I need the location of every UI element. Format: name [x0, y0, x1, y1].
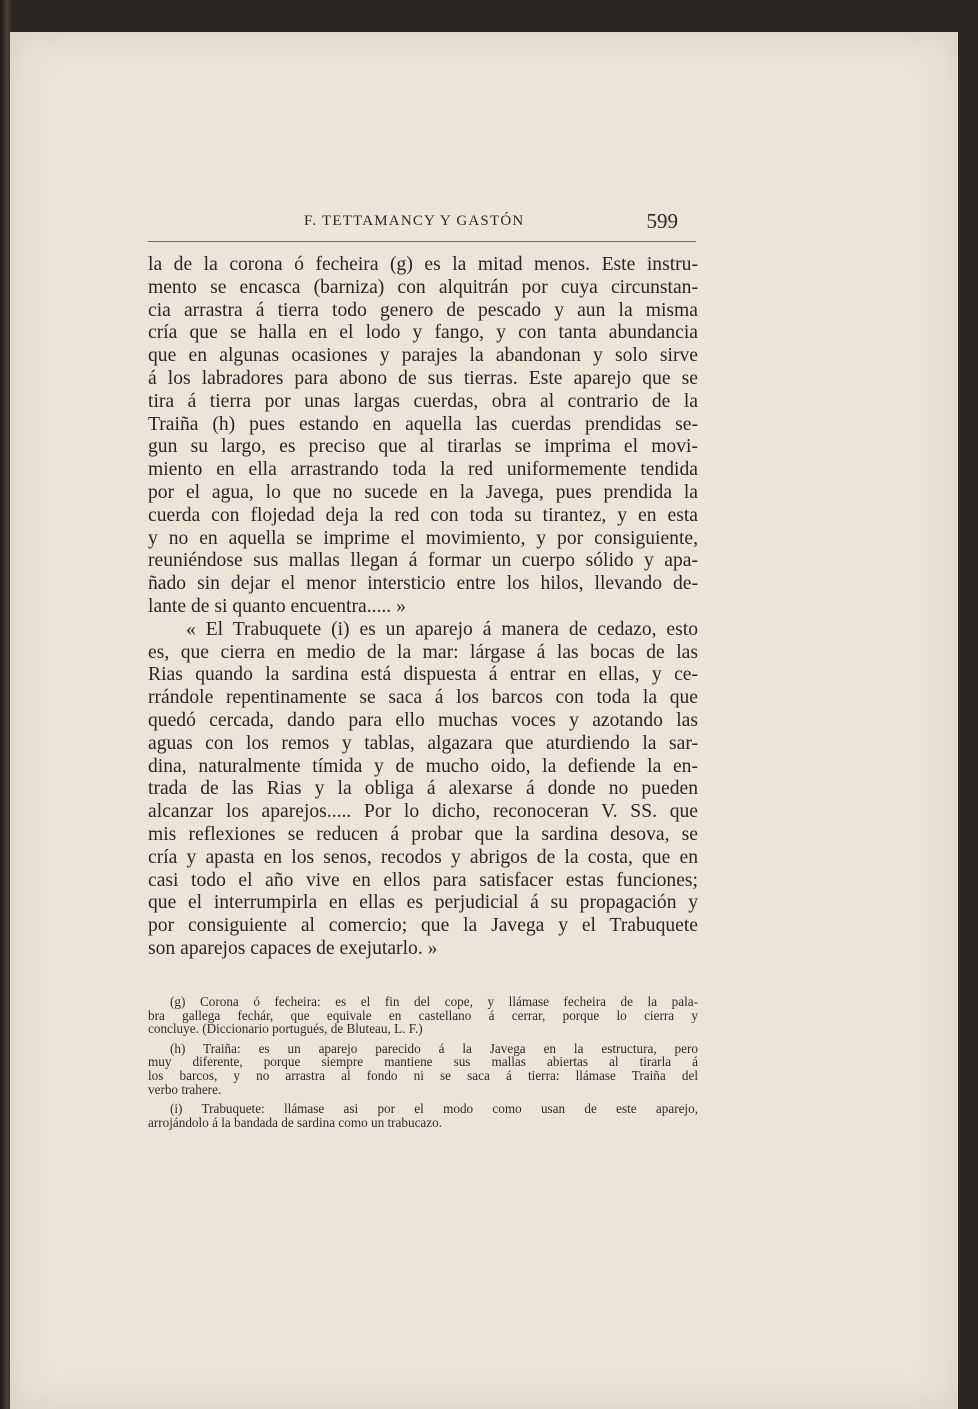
text-line: lante de si quanto encuentra..... »	[148, 595, 406, 617]
footnote-line: verbo trahere.	[148, 1081, 222, 1097]
text-line: cuerda con flojedad deja la red con toda su tirantez, y en esta	[148, 504, 698, 526]
footnote-line: arrojándolo á la bandada de sardina como un trabucazo.	[148, 1114, 443, 1130]
text-line: cría que se halla en el lodo y fango, y con tanta abundancia	[148, 322, 698, 344]
text-line: mento se encasca (barniza) con alquitrán por cuya circunstan-	[148, 276, 698, 298]
text-line: trada de las Rias y la obliga á alexarse á donde no pueden	[148, 778, 698, 800]
text-line: alcanzar los aparejos..... Por lo dicho, reconoceran V. SS. que	[148, 801, 698, 823]
footnotes	[148, 995, 698, 1129]
text-line: Rias quando la sardina está dispuesta á entrar en ellas, y ce-	[148, 664, 698, 686]
text-line: dina, naturalmente tímida y de mucho oido, la defiende la en-	[148, 755, 698, 777]
running-head: F. TETTAMANCY Y GASTÓN	[304, 213, 525, 229]
footnote-g	[148, 995, 698, 1036]
text-line: tira á tierra por unas largas cuerdas, obra al contrario de la	[148, 390, 698, 412]
footnote-line: (g) Corona ó fecheira: es el fin del cope, y llámase fecheira de la pala-	[170, 994, 698, 1009]
text-line: la de la corona ó fecheira (g) es la mitad menos. Este instru-	[148, 254, 698, 275]
text-line: « El Trabuquete (i) es un aparejo á manera de cedazo, esto	[186, 618, 698, 640]
text-line: cría y apasta en los senos, recodos y abrigos de la costa, que en	[148, 846, 698, 868]
text-line: Traiña (h) pues estando en aquella las cuerdas prendidas se-	[148, 413, 698, 435]
footnote-i	[148, 1102, 698, 1129]
text-line: quedó cercada, dando para ello muchas voces y azotando las	[148, 709, 698, 731]
text-line: que en algunas ocasiones y parajes la abandonan y solo sirve	[148, 345, 698, 367]
text-line: miento en ella arrastrando toda la red uniformemente tendida	[148, 459, 698, 481]
text-line: aguas con los remos y tablas, algazara que aturdiendo la sar-	[148, 732, 698, 754]
text-line: y no en aquella se imprime el movimiento, y por consiguiente,	[148, 527, 698, 549]
text-line: por consiguiente al comercio; que la Javega y el Trabuquete	[148, 915, 698, 937]
text-line: por el agua, lo que no sucede en la Javega, pues prendida la	[148, 481, 698, 503]
text-line: rrándole repentinamente se saca á los barcos con toda la que	[148, 687, 698, 709]
text-line: ñado sin dejar el menor intersticio entre los hilos, llevando de-	[148, 573, 698, 595]
footnote-h	[148, 1042, 698, 1096]
footnote-line: muy diferente, porque siempre mantiene sus mallas abiertas al tirarla á	[148, 1054, 698, 1070]
text-line: casi todo el año vive en ellos para satisfacer estas funciones;	[148, 869, 698, 891]
text-line: son aparejos capaces de exejutarlo. »	[148, 937, 438, 959]
footnote-line: bra gallega fechár, que equivale en castellano á cerrar, porque lo cierra y	[148, 1007, 698, 1023]
footnote-line: concluye. (Diccionario portugués, de Bluteau, L. F.)	[148, 1021, 423, 1037]
text-line: que el interrumpirla en ellas es perjudicial á su propagación y	[148, 892, 698, 914]
footnote-line: (i) Trabuquete: llámase asi por el modo como usan de este aparejo,	[170, 1101, 698, 1117]
text-line: gun su largo, es preciso que al tirarlas se imprima el movi-	[148, 436, 698, 458]
text-line: á los labradores para abono de sus tierras. Este aparejo que se	[148, 367, 698, 389]
body-text	[148, 254, 698, 961]
page-header	[148, 205, 696, 242]
text-line: es, que cierra en medio de la mar: lárgase á las bocas de las	[148, 641, 698, 663]
footnote-line: (h) Traiña: es un aparejo parecido á la Javega en la estructura, pero	[170, 1040, 698, 1056]
footnote-line: los barcos, y no arrastra al fondo ni se saca á tierra: llámase Traiña del	[148, 1067, 698, 1083]
text-line: reuniéndose sus mallas llegan á formar un cuerpo sólido y apa-	[148, 550, 698, 572]
text-line: mis reflexiones se reducen á probar que la sardina desova, se	[148, 823, 698, 845]
page-number: 599	[646, 209, 678, 233]
text-line: cia arrastra á tierra todo genero de pescado y aun la misma	[148, 299, 698, 321]
